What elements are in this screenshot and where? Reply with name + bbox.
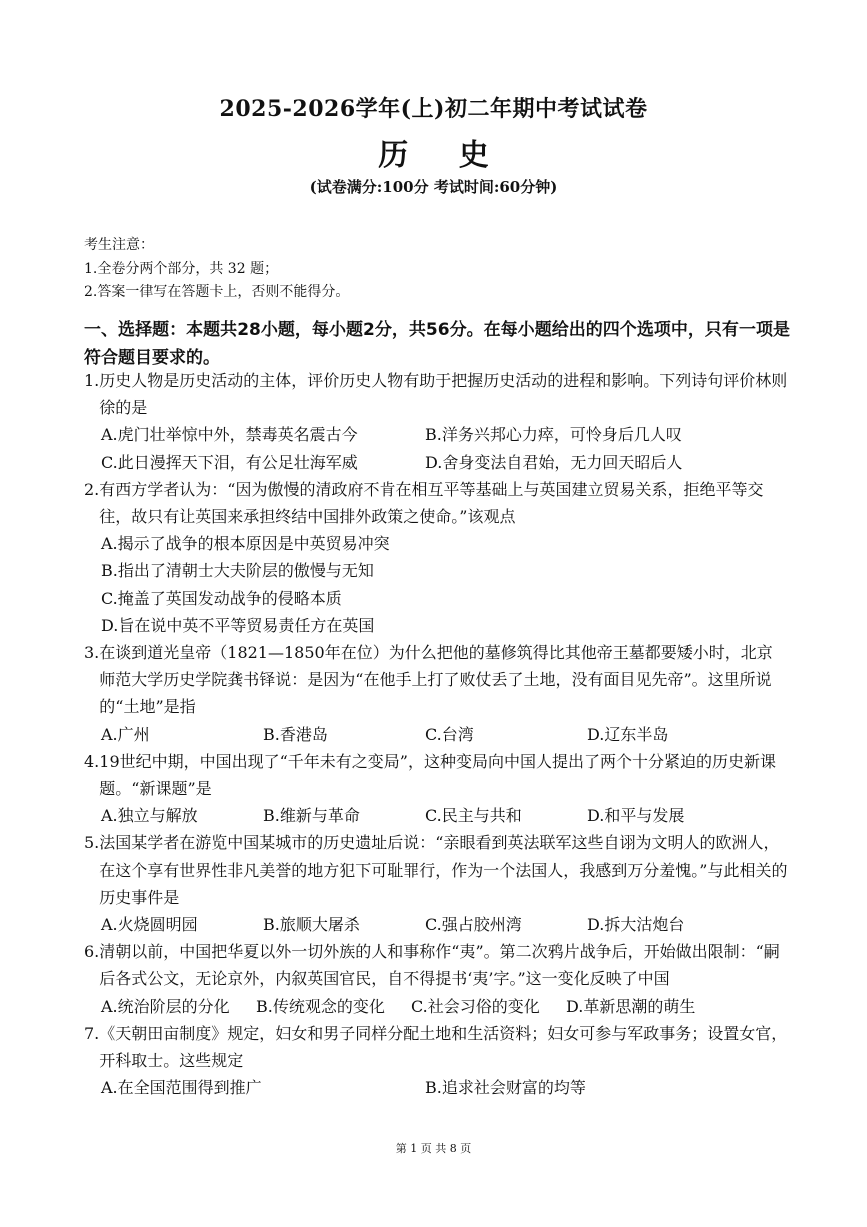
question-2 xyxy=(84,476,788,639)
question-number: 4. xyxy=(84,751,100,771)
option-d: D.辽东半岛 xyxy=(587,724,669,744)
question-number: 1. xyxy=(84,371,100,390)
option-d: D.革新思潮的萌生 xyxy=(566,996,696,1016)
option-a: A.统治阶层的分化 xyxy=(101,996,230,1016)
option-a: A.火烧圆明园 xyxy=(101,914,198,934)
question-number: 5. xyxy=(84,833,100,853)
question-stem: 有西方学者认为：“因为傲慢的清政府不肯在相互平等基础上与英国建立贸易关系，拒绝平等交往，故只有让英国来承担终结中国排外政策之使命。”该观点 xyxy=(99,479,764,526)
option-d: D.和平与发展 xyxy=(587,806,685,826)
exam-meta: (试卷满分:100分 考试时间:60分钟) xyxy=(309,178,558,196)
question-stem: 法国某学者在游览中国某城市的历史遗址后说：“亲眼看到英法联军这些自诩为文明人的欧洲人，在这个享有世界性非凡美誉的地方犯下可耻罪行，作为一个法国人，我感到万分羞愧。”与此相关的历史事件是 xyxy=(99,833,788,907)
question-number: 2. xyxy=(84,479,100,499)
question-stem: 《天朝田亩制度》规定，妇女和男子同样分配土地和生活资料；妇女可参与军政事务；设置女官，开科取士。这些规定 xyxy=(99,1023,788,1070)
option-b: B.指出了清朝士大夫阶层的傲慢与无知 xyxy=(101,561,374,581)
option-b: B.追求社会财富的均等 xyxy=(425,1078,586,1098)
option-a: A.虎门壮举惊中外，禁毒英名震古今 xyxy=(101,425,358,445)
option-b: B.传统观念的变化 xyxy=(256,996,385,1016)
option-b: B.洋务兴邦心力瘁，可怜身后几人叹 xyxy=(425,425,682,445)
option-a: A.独立与解放 xyxy=(101,806,198,826)
exam-title: 2025-2026学年(上)初二年期中考试试卷 xyxy=(219,96,648,122)
question-number: 7. xyxy=(84,1023,100,1043)
option-d: D.拆大沽炮台 xyxy=(587,914,685,934)
subject-title: 历 史 xyxy=(378,138,509,173)
notice-heading: 考生注意： xyxy=(84,237,154,253)
question-number: 6. xyxy=(84,942,100,962)
section-heading: 一、选择题：本题共28小题，每小题2分，共56分。在每小题给出的四个选项中，只有一项是符合题目要求的。 xyxy=(84,320,790,368)
question-4 xyxy=(84,748,788,830)
question-1 xyxy=(84,367,788,476)
question-stem: 历史人物是历史活动的主体，评价历史人物有助于把握历史活动的进程和影响。下列诗句评价林则徐的是 xyxy=(99,371,788,418)
option-a: A.揭示了战争的根本原因是中英贸易冲突 xyxy=(101,534,390,554)
option-c: C.此日漫挥天下泪，有公足壮海军威 xyxy=(101,452,358,472)
question-stem: 清朝以前，中国把华夏以外一切外族的人和事称作“夷”。第二次鸦片战争后，开始做出限制：“嗣后各式公文，无论京外，内叙英国官民，自不得提书‘夷’字。”这一变化反映了中国 xyxy=(99,942,780,989)
option-d: D.舍身变法自君始，无力回天昭后人 xyxy=(425,452,683,472)
notice-item: 1.全卷分两个部分，共 32 题； xyxy=(84,260,279,277)
question-6 xyxy=(84,938,788,1020)
option-c: C.掩盖了英国发动战争的侵略本质 xyxy=(101,588,342,608)
notice-item: 2.答案一律写在答题卡上，否则不能得分。 xyxy=(84,284,350,300)
option-c: C.强占胶州湾 xyxy=(425,914,522,934)
candidate-notice xyxy=(84,234,349,305)
option-b: B.维新与革命 xyxy=(263,806,360,826)
page-footer: 第 1 页 共 8 页 xyxy=(395,1142,472,1155)
option-b: B.旅顺大屠杀 xyxy=(263,914,360,934)
option-a: A.在全国范围得到推广 xyxy=(101,1078,262,1098)
option-c: C.台湾 xyxy=(425,724,474,744)
option-c: C.民主与共和 xyxy=(425,806,522,826)
question-stem: 19世纪中期，中国出现了“千年未有之变局”，这种变局向中国人提出了两个十分紧迫的历史新课题。“新课题”是 xyxy=(99,751,776,798)
question-3 xyxy=(84,639,788,748)
option-b: B.香港岛 xyxy=(263,724,328,744)
option-a: A.广州 xyxy=(101,724,150,744)
option-d: D.旨在说中英不平等贸易责任方在英国 xyxy=(101,615,375,635)
option-c: C.社会习俗的变化 xyxy=(411,996,540,1016)
question-list xyxy=(84,367,788,1101)
question-stem: 在谈到道光皇帝（1821—1850年在位）为什么把他的墓修筑得比其他帝王墓都要矮小时，北京师范大学历史学院龚书铎说：是因为“在他手上打了败仗丢了土地，没有面目见先帝”。这里所说的“土地”是指 xyxy=(99,642,773,717)
question-7 xyxy=(84,1020,788,1102)
question-number: 3. xyxy=(84,642,100,662)
question-5 xyxy=(84,829,788,938)
